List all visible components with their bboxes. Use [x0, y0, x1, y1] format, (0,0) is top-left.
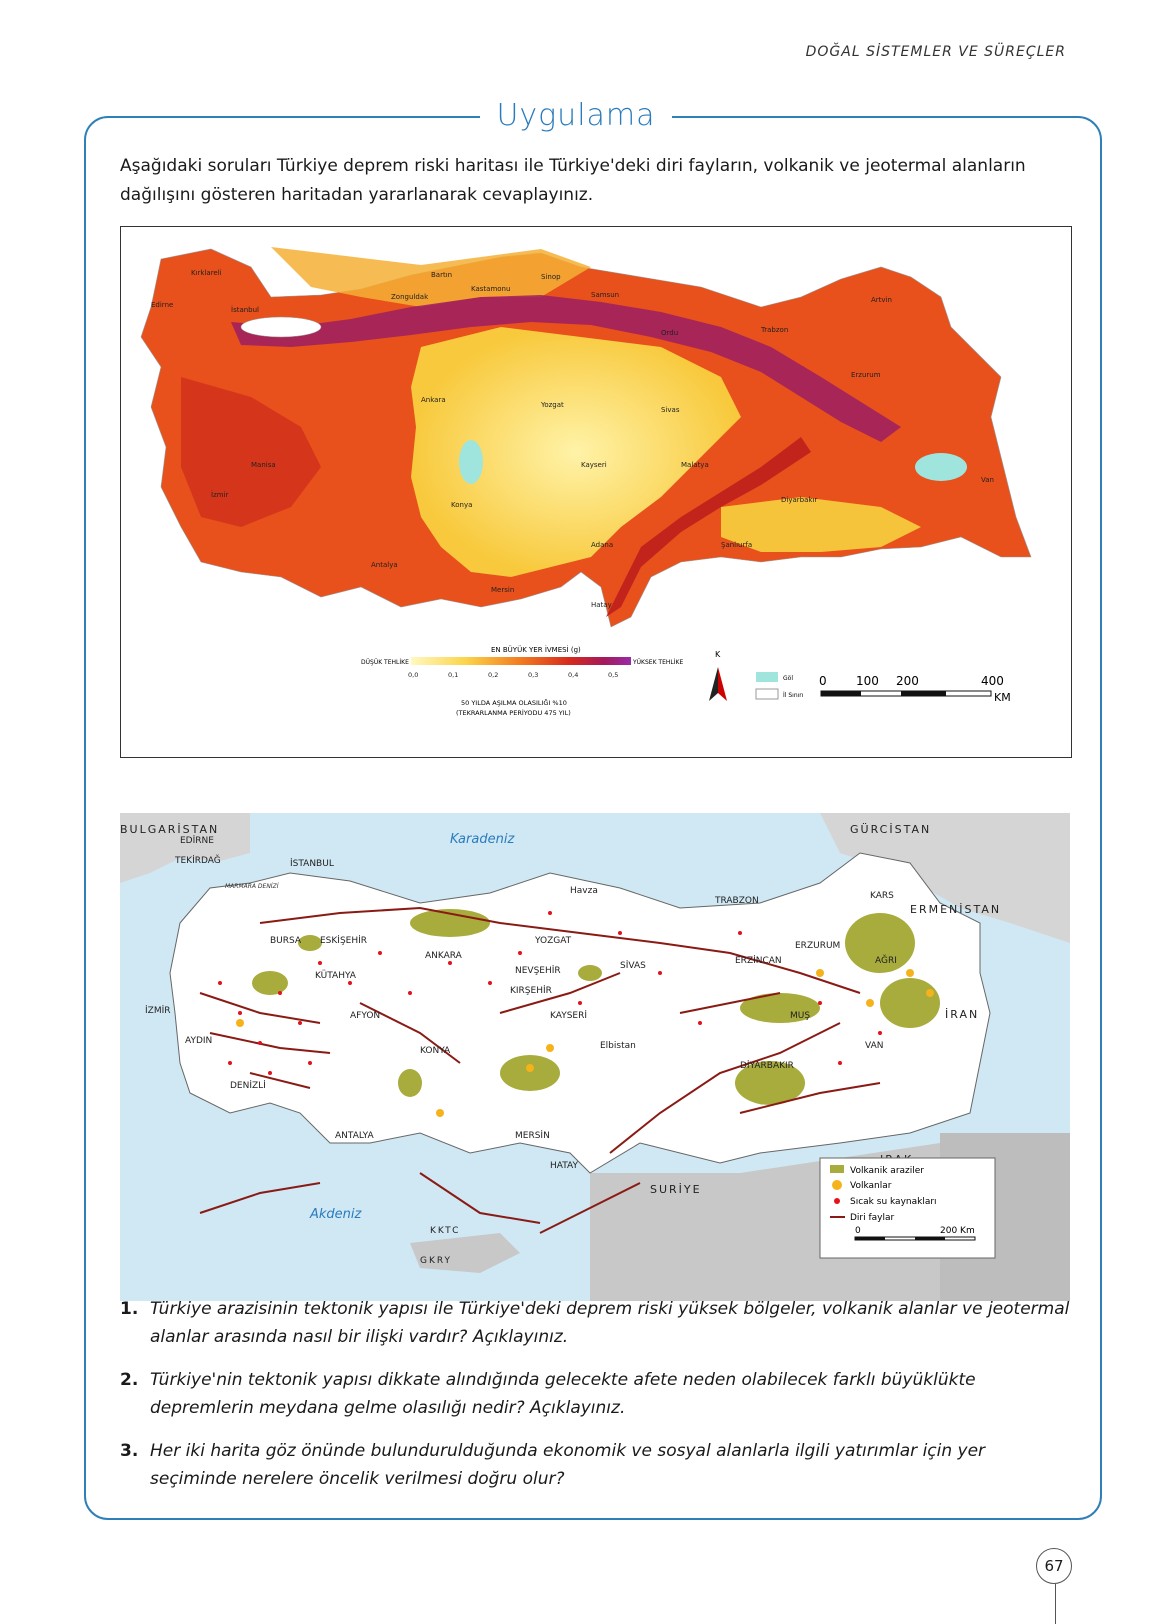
svg-text:Havza: Havza [570, 886, 598, 896]
svg-text:Ordu: Ordu [661, 329, 679, 337]
tick-0: 0,0 [408, 671, 419, 679]
svg-text:Konya: Konya [451, 501, 473, 509]
svg-text:AYDIN: AYDIN [185, 1036, 213, 1046]
svg-text:EDİRNE: EDİRNE [180, 836, 214, 846]
sea-black: Karadeniz [450, 832, 515, 847]
van-lake [915, 453, 967, 481]
legend-volcanic-swatch [830, 1165, 844, 1173]
svg-text:İSTANBUL: İSTANBUL [290, 859, 334, 869]
svg-text:KARS: KARS [870, 891, 894, 901]
lake-legend-swatch [756, 672, 778, 682]
country-bulgaria: BULGARİSTAN [120, 823, 220, 836]
question-2: 2. Türkiye'nin tektonik yapısı dikkate alındığında gelecekte afete neden olabilecek farklı büyüklükte depremlerin meydana gelme olasılığı nedir? Açıklayınız. [120, 1370, 976, 1418]
svg-text:Kastamonu: Kastamonu [471, 285, 511, 293]
svg-text:BURSA: BURSA [270, 936, 302, 946]
svg-text:Zonguldak: Zonguldak [391, 293, 429, 301]
svg-text:0: 0 [855, 1226, 861, 1236]
tick-3: 0,3 [528, 671, 539, 679]
section-header: DOĞAL SİSTEMLER VE SÜREÇLER [805, 44, 1066, 60]
svg-text:Bartın: Bartın [431, 271, 453, 279]
fault-volcanic-map [120, 813, 1070, 1301]
svg-text:0: 0 [819, 674, 827, 688]
svg-text:Diyarbakır: Diyarbakır [781, 496, 818, 504]
svg-text:VAN: VAN [865, 1041, 884, 1051]
svg-text:Sivas: Sivas [661, 406, 680, 414]
svg-text:Yozgat: Yozgat [541, 401, 564, 409]
svg-text:KM: KM [994, 691, 1011, 704]
tick-1: 0,1 [448, 671, 459, 679]
svg-text:K: K [715, 650, 721, 659]
sea-med: Akdeniz [310, 1207, 362, 1222]
tick-5: 0,5 [608, 671, 619, 679]
svg-text:Kayseri: Kayseri [581, 461, 607, 469]
svg-text:Erzurum: Erzurum [851, 371, 881, 379]
svg-text:Sinop: Sinop [541, 273, 561, 281]
page-number: 67 [1036, 1548, 1072, 1584]
svg-text:ERZİNCAN: ERZİNCAN [735, 956, 782, 966]
activity-title: Uygulama [0, 98, 1152, 133]
svg-text:Edirne: Edirne [151, 301, 174, 309]
note-line2: (TEKRARLANMA PERİYODU 475 YIL) [456, 709, 571, 717]
country-georgia: GÜRCİSTAN [850, 823, 932, 836]
svg-text:SİVAS: SİVAS [620, 961, 646, 971]
svg-text:400: 400 [981, 674, 1004, 688]
scale-bar [819, 674, 1011, 704]
svg-text:Sıcak su kaynakları: Sıcak su kaynakları [850, 1197, 937, 1207]
svg-text:Samsun: Samsun [591, 291, 620, 299]
svg-text:İstanbul: İstanbul [231, 306, 260, 314]
low-risk-label: DÜŞÜK TEHLİKE [361, 659, 409, 666]
question-1: 1. Türkiye arazisinin tektonik yapısı ile Türkiye'deki deprem riski yüksek bölgeler, volkanik alanlar ve jeotermal alanlar arasında nasıl bir ilişki vardır? Açıklayınız. [120, 1299, 1070, 1347]
country-gkry: GKRY [420, 1256, 453, 1266]
map2-legend [820, 1158, 995, 1258]
svg-text:TEKİRDAĞ: TEKİRDAĞ [175, 856, 221, 866]
svg-text:Manisa: Manisa [251, 461, 276, 469]
svg-text:ANKARA: ANKARA [425, 951, 462, 961]
svg-text:ANTALYA: ANTALYA [335, 1131, 374, 1141]
sea-marmara: MARMARA DENİZİ [225, 883, 279, 890]
svg-text:HATAY: HATAY [550, 1161, 578, 1171]
high-risk-label: YÜKSEK TEHLİKE [633, 659, 684, 666]
svg-text:Trabzon: Trabzon [761, 326, 789, 334]
lake-legend-label: Göl [783, 675, 793, 682]
earthquake-hazard-map [120, 226, 1072, 758]
svg-text:KAYSERİ: KAYSERİ [550, 1011, 588, 1021]
svg-text:MUŞ: MUŞ [790, 1011, 811, 1021]
marmara-sea [241, 317, 321, 337]
legend-volcano-icon [832, 1180, 842, 1190]
svg-text:Hatay: Hatay [591, 601, 612, 609]
svg-text:KÜTAHYA: KÜTAHYA [315, 971, 356, 981]
svg-text:100: 100 [856, 674, 879, 688]
country-armenia: ERMENİSTAN [910, 903, 1002, 916]
border-legend-label: İl Sınırı [783, 692, 804, 699]
svg-text:Ankara: Ankara [421, 396, 446, 404]
svg-text:200: 200 [896, 674, 919, 688]
page-number-line [1055, 1584, 1056, 1624]
legend-title: EN BÜYÜK YER İVMESİ (g) [491, 646, 581, 654]
question-3: 3. Her iki harita göz önünde bulundurulduğunda ekonomik ve sosyal alanlarla ilgili yatırımlar için yer seçiminde nerelere öncelik verilmesi doğru olur? [120, 1441, 986, 1489]
intro-text: Aşağıdaki soruları Türkiye deprem riski haritası ile Türkiye'deki diri fayların, volkanik ve jeotermal alanların dağılışını gösteren haritadan yararlanarak cevaplayınız. [120, 156, 1026, 205]
svg-text:200 Km: 200 Km [940, 1226, 975, 1236]
svg-text:Volkanlar: Volkanlar [850, 1181, 892, 1191]
tick-2: 0,2 [488, 671, 499, 679]
svg-text:ERZURUM: ERZURUM [795, 941, 841, 951]
tuz-lake [459, 440, 483, 484]
svg-text:YOZGAT: YOZGAT [535, 936, 572, 946]
border-legend-swatch [756, 689, 778, 699]
svg-text:Van: Van [981, 476, 994, 484]
svg-text:MERSİN: MERSİN [515, 1131, 550, 1141]
svg-text:Antalya: Antalya [371, 561, 398, 569]
svg-text:Malatya: Malatya [681, 461, 709, 469]
north-arrow-icon [709, 650, 727, 701]
hazard-color-bar [411, 657, 631, 665]
svg-text:TRABZON: TRABZON [715, 896, 759, 906]
country-iran: İRAN [945, 1008, 980, 1021]
svg-text:Adana: Adana [591, 541, 614, 549]
legend-hot-spring-icon [834, 1198, 840, 1204]
tick-4: 0,4 [568, 671, 579, 679]
country-syria: SURİYE [650, 1183, 702, 1196]
svg-text:DİYARBAKIR: DİYARBAKIR [740, 1061, 794, 1071]
svg-text:DENİZLİ: DENİZLİ [230, 1081, 266, 1091]
svg-text:AĞRI: AĞRI [875, 956, 897, 966]
svg-text:Volkanik araziler: Volkanik araziler [850, 1166, 925, 1176]
svg-text:Kırklareli: Kırklareli [191, 269, 222, 277]
svg-text:KONYA: KONYA [420, 1046, 451, 1056]
svg-text:Şanlıurfa: Şanlıurfa [721, 541, 753, 549]
note-line1: 50 YILDA AŞILMA OLASILIĞI %10 [461, 699, 567, 707]
svg-text:Mersin: Mersin [491, 586, 515, 594]
svg-text:Elbistan: Elbistan [600, 1041, 636, 1051]
svg-text:İZMİR: İZMİR [145, 1006, 171, 1016]
country-kktc: KKTC [430, 1226, 461, 1236]
svg-text:KIRŞEHİR: KIRŞEHİR [510, 986, 552, 996]
svg-text:ESKİŞEHİR: ESKİŞEHİR [320, 936, 368, 946]
svg-text:Diri faylar: Diri faylar [850, 1213, 895, 1223]
svg-text:Artvin: Artvin [871, 296, 892, 304]
svg-text:AFYON: AFYON [350, 1011, 381, 1021]
svg-text:NEVŞEHİR: NEVŞEHİR [515, 966, 561, 976]
svg-text:İzmir: İzmir [211, 491, 229, 499]
